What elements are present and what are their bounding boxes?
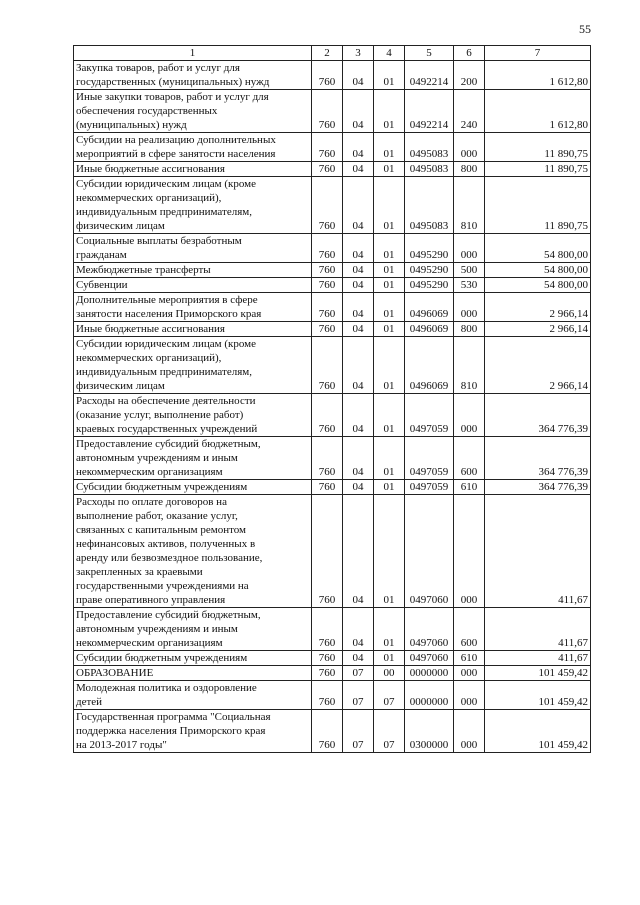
column-header: 2 — [312, 46, 343, 61]
table-row — [74, 90, 591, 133]
code-target-article: 0492214 — [405, 90, 454, 133]
description-line: на 2013-2017 годы" — [76, 739, 167, 751]
code-target-article: 0497060 — [405, 495, 454, 608]
row-description — [74, 666, 312, 681]
column-header: 7 — [485, 46, 591, 61]
code-section: 04 — [343, 278, 374, 293]
code-target-article: 0495290 — [405, 263, 454, 278]
description-line: физическим лицам — [76, 380, 165, 392]
code-ministry: 760 — [312, 337, 343, 394]
description-line: Государственная программа "Социальная — [76, 711, 271, 723]
table-row — [74, 133, 591, 162]
description-line: связанных с капитальным ремонтом — [76, 524, 247, 536]
description-line: Социальные выплаты безработным — [76, 235, 242, 247]
table-row — [74, 394, 591, 437]
code-section: 04 — [343, 651, 374, 666]
code-expense-type: 000 — [454, 710, 485, 753]
code-ministry: 760 — [312, 177, 343, 234]
code-expense-type: 000 — [454, 133, 485, 162]
code-ministry: 760 — [312, 651, 343, 666]
code-target-article: 0497059 — [405, 437, 454, 480]
description-line: Расходы по оплате договоров на — [76, 496, 227, 508]
code-ministry: 760 — [312, 90, 343, 133]
amount-cell: 411,67 — [485, 651, 591, 666]
amount-cell: 54 800,00 — [485, 278, 591, 293]
row-description — [74, 495, 312, 608]
description-line: закрепленных за краевыми — [76, 566, 203, 578]
row-description — [74, 710, 312, 753]
row-description — [74, 177, 312, 234]
code-ministry: 760 — [312, 263, 343, 278]
code-ministry: 760 — [312, 162, 343, 177]
column-header: 3 — [343, 46, 374, 61]
code-ministry: 760 — [312, 437, 343, 480]
description-line: (муниципальных) нужд — [76, 119, 187, 131]
code-section: 04 — [343, 608, 374, 651]
description-line: физическим лицам — [76, 220, 165, 232]
code-expense-type: 000 — [454, 666, 485, 681]
amount-cell: 2 966,14 — [485, 322, 591, 337]
amount-cell: 101 459,42 — [485, 710, 591, 753]
code-subsection: 01 — [374, 437, 405, 480]
code-ministry: 760 — [312, 681, 343, 710]
code-section: 04 — [343, 337, 374, 394]
description-line: мероприятий в сфере занятости населения — [76, 148, 276, 160]
code-subsection: 01 — [374, 495, 405, 608]
row-description — [74, 337, 312, 394]
code-expense-type: 810 — [454, 337, 485, 394]
amount-cell: 11 890,75 — [485, 177, 591, 234]
code-section: 04 — [343, 234, 374, 263]
code-section: 04 — [343, 90, 374, 133]
code-expense-type: 600 — [454, 608, 485, 651]
description-line: поддержка населения Приморского края — [76, 725, 266, 737]
code-section: 04 — [343, 133, 374, 162]
description-line: занятости населения Приморского края — [76, 308, 262, 320]
code-section: 04 — [343, 263, 374, 278]
amount-cell: 54 800,00 — [485, 263, 591, 278]
code-target-article: 0300000 — [405, 710, 454, 753]
description-line: Расходы на обеспечение деятельности — [76, 395, 256, 407]
amount-cell: 2 966,14 — [485, 337, 591, 394]
code-subsection: 07 — [374, 681, 405, 710]
amount-cell: 54 800,00 — [485, 234, 591, 263]
amount-cell: 364 776,39 — [485, 394, 591, 437]
amount-cell: 411,67 — [485, 495, 591, 608]
code-subsection: 01 — [374, 278, 405, 293]
description-line: Субсидии юридическим лицам (кроме — [76, 338, 257, 350]
code-section: 07 — [343, 666, 374, 681]
code-target-article: 0492214 — [405, 61, 454, 90]
code-expense-type: 800 — [454, 162, 485, 177]
row-description — [74, 322, 312, 337]
code-subsection: 01 — [374, 263, 405, 278]
description-line: государственными учреждениями на — [76, 580, 249, 592]
row-description — [74, 90, 312, 133]
row-description — [74, 437, 312, 480]
amount-cell: 101 459,42 — [485, 666, 591, 681]
code-section: 07 — [343, 710, 374, 753]
description-line: Субсидии юридическим лицам (кроме — [76, 178, 257, 190]
code-target-article: 0000000 — [405, 666, 454, 681]
code-section: 04 — [343, 495, 374, 608]
header-row — [74, 46, 591, 61]
row-description — [74, 293, 312, 322]
code-target-article: 0496069 — [405, 337, 454, 394]
code-ministry: 760 — [312, 495, 343, 608]
description-line: Предоставление субсидий бюджетным, — [76, 438, 261, 450]
description-line: праве оперативного управления — [76, 594, 226, 606]
description-line: Субвенции — [76, 279, 128, 291]
description-line: некоммерческим организациям — [76, 637, 223, 649]
code-ministry: 760 — [312, 278, 343, 293]
amount-cell: 101 459,42 — [485, 681, 591, 710]
code-expense-type: 000 — [454, 681, 485, 710]
code-target-article: 0000000 — [405, 681, 454, 710]
description-line: выполнение работ, оказание услуг, — [76, 510, 238, 522]
table-row — [74, 177, 591, 234]
description-line: Иные бюджетные ассигнования — [76, 323, 225, 335]
code-ministry: 760 — [312, 133, 343, 162]
description-line: Дополнительные мероприятия в сфере — [76, 294, 258, 306]
code-target-article: 0497059 — [405, 394, 454, 437]
code-section: 04 — [343, 394, 374, 437]
column-header: 6 — [454, 46, 485, 61]
row-description — [74, 133, 312, 162]
code-expense-type: 000 — [454, 234, 485, 263]
code-expense-type: 530 — [454, 278, 485, 293]
description-line: индивидуальным предпринимателям, — [76, 366, 252, 378]
row-description — [74, 608, 312, 651]
description-line: детей — [76, 696, 103, 708]
row-description — [74, 681, 312, 710]
table-row — [74, 666, 591, 681]
code-section: 07 — [343, 681, 374, 710]
code-expense-type: 000 — [454, 293, 485, 322]
code-target-article: 0496069 — [405, 293, 454, 322]
code-section: 04 — [343, 177, 374, 234]
description-line: ОБРАЗОВАНИЕ — [76, 667, 154, 679]
code-expense-type: 600 — [454, 437, 485, 480]
code-target-article: 0497060 — [405, 651, 454, 666]
amount-cell: 11 890,75 — [485, 133, 591, 162]
table-row — [74, 293, 591, 322]
description-line: Закупка товаров, работ и услуг для — [76, 62, 240, 74]
code-subsection: 01 — [374, 651, 405, 666]
code-subsection: 01 — [374, 133, 405, 162]
description-line: государственных (муниципальных) нужд — [76, 76, 270, 88]
description-line: некоммерческих организаций), — [76, 192, 222, 204]
code-section: 04 — [343, 293, 374, 322]
column-header: 5 — [405, 46, 454, 61]
description-line: Субсидии на реализацию дополнительных — [76, 134, 276, 146]
code-target-article: 0496069 — [405, 322, 454, 337]
code-section: 04 — [343, 162, 374, 177]
code-target-article: 0497060 — [405, 608, 454, 651]
description-line: Субсидии бюджетным учреждениям — [76, 652, 248, 664]
description-line: краевых государственных учреждений — [76, 423, 258, 435]
code-target-article: 0495290 — [405, 234, 454, 263]
code-subsection: 01 — [374, 61, 405, 90]
description-line: (оказание услуг, выполнение работ) — [76, 409, 244, 421]
page-number: 55 — [579, 22, 591, 36]
amount-cell: 1 612,80 — [485, 61, 591, 90]
description-line: нефинансовых активов, полученных в — [76, 538, 256, 550]
description-line: некоммерческим организациям — [76, 466, 223, 478]
code-subsection: 01 — [374, 293, 405, 322]
table-row — [74, 495, 591, 608]
code-section: 04 — [343, 61, 374, 90]
table-body — [74, 61, 591, 753]
code-section: 04 — [343, 480, 374, 495]
code-subsection: 01 — [374, 337, 405, 394]
code-ministry: 760 — [312, 234, 343, 263]
table-row — [74, 681, 591, 710]
code-subsection: 01 — [374, 480, 405, 495]
description-line: Субсидии бюджетным учреждениям — [76, 481, 248, 493]
amount-cell: 1 612,80 — [485, 90, 591, 133]
code-ministry: 760 — [312, 293, 343, 322]
code-expense-type: 610 — [454, 480, 485, 495]
code-subsection: 01 — [374, 234, 405, 263]
code-expense-type: 240 — [454, 90, 485, 133]
description-line: индивидуальным предпринимателям, — [76, 206, 252, 218]
code-ministry: 760 — [312, 61, 343, 90]
table-row — [74, 710, 591, 753]
row-description — [74, 61, 312, 90]
code-subsection: 01 — [374, 177, 405, 234]
description-line: обеспечения государственных — [76, 105, 218, 117]
code-target-article: 0495290 — [405, 278, 454, 293]
code-target-article: 0495083 — [405, 133, 454, 162]
code-expense-type: 000 — [454, 495, 485, 608]
code-expense-type: 800 — [454, 322, 485, 337]
table-row — [74, 651, 591, 666]
code-ministry: 760 — [312, 710, 343, 753]
budget-table — [73, 45, 591, 753]
amount-cell: 364 776,39 — [485, 437, 591, 480]
row-description — [74, 480, 312, 495]
row-description — [74, 162, 312, 177]
code-expense-type: 610 — [454, 651, 485, 666]
code-target-article: 0495083 — [405, 177, 454, 234]
description-line: Молодежная политика и оздоровление — [76, 682, 257, 694]
table-row — [74, 263, 591, 278]
description-line: Иные бюджетные ассигнования — [76, 163, 225, 175]
description-line: автономным учреждениям и иным — [76, 452, 238, 464]
description-line: гражданам — [76, 249, 127, 261]
description-line: Предоставление субсидий бюджетным, — [76, 609, 261, 621]
code-ministry: 760 — [312, 480, 343, 495]
table-row — [74, 608, 591, 651]
code-subsection: 07 — [374, 710, 405, 753]
table-row — [74, 322, 591, 337]
amount-cell: 411,67 — [485, 608, 591, 651]
amount-cell: 364 776,39 — [485, 480, 591, 495]
table-row — [74, 480, 591, 495]
description-line: некоммерческих организаций), — [76, 352, 222, 364]
table-row — [74, 278, 591, 293]
code-expense-type: 810 — [454, 177, 485, 234]
description-line: Межбюджетные трансферты — [76, 264, 211, 276]
table-row — [74, 162, 591, 177]
column-header: 1 — [74, 46, 312, 61]
code-ministry: 760 — [312, 608, 343, 651]
code-subsection: 01 — [374, 162, 405, 177]
code-expense-type: 200 — [454, 61, 485, 90]
amount-cell: 11 890,75 — [485, 162, 591, 177]
code-ministry: 760 — [312, 666, 343, 681]
table-row — [74, 437, 591, 480]
code-section: 04 — [343, 322, 374, 337]
code-subsection: 01 — [374, 394, 405, 437]
description-line: автономным учреждениям и иным — [76, 623, 238, 635]
code-subsection: 00 — [374, 666, 405, 681]
row-description — [74, 234, 312, 263]
code-subsection: 01 — [374, 608, 405, 651]
code-subsection: 01 — [374, 90, 405, 133]
table-row — [74, 234, 591, 263]
code-section: 04 — [343, 437, 374, 480]
column-header: 4 — [374, 46, 405, 61]
row-description — [74, 394, 312, 437]
row-description — [74, 278, 312, 293]
code-target-article: 0497059 — [405, 480, 454, 495]
row-description — [74, 263, 312, 278]
amount-cell: 2 966,14 — [485, 293, 591, 322]
code-subsection: 01 — [374, 322, 405, 337]
code-expense-type: 000 — [454, 394, 485, 437]
table-row — [74, 61, 591, 90]
code-target-article: 0495083 — [405, 162, 454, 177]
code-expense-type: 500 — [454, 263, 485, 278]
table-row — [74, 337, 591, 394]
description-line: Иные закупки товаров, работ и услуг для — [76, 91, 269, 103]
row-description — [74, 651, 312, 666]
code-ministry: 760 — [312, 394, 343, 437]
code-ministry: 760 — [312, 322, 343, 337]
description-line: аренду или безвозмездное пользование, — [76, 552, 263, 564]
